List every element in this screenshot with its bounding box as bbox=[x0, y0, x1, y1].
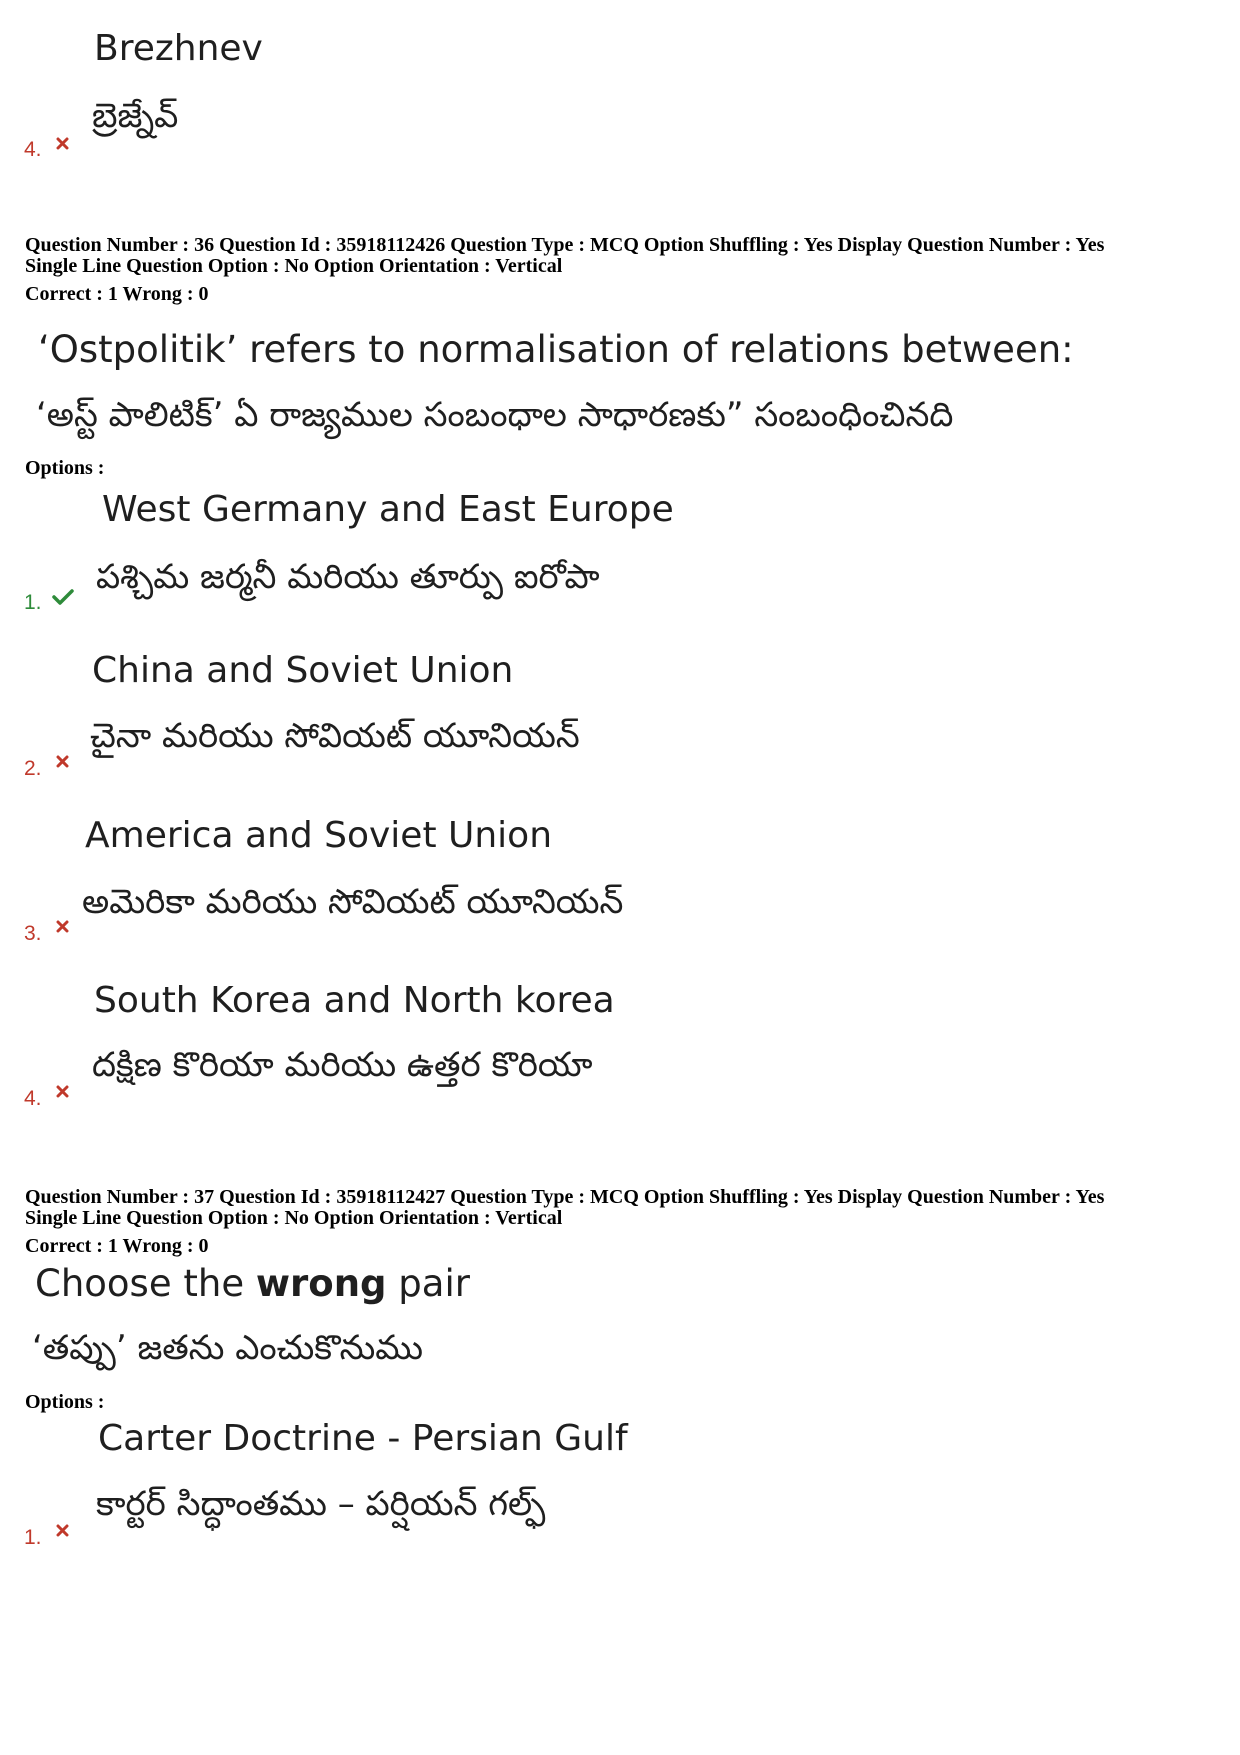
question-text-te: ‘అస్ట్ పాలిటిక్’ ఏ రాజ్యముల సంబంధాల సాధారణకు” సంబంధించినది bbox=[36, 395, 954, 435]
options-label: Options : bbox=[25, 457, 105, 479]
option-text-te: పశ్చిమ జర్మనీ మరియు తూర్పు ఐరోపా bbox=[96, 557, 600, 597]
wrong-cross-icon bbox=[56, 920, 69, 933]
question-text-en bbox=[35, 1262, 470, 1305]
options-label: Options : bbox=[25, 1391, 105, 1413]
question-text-en-emphasis: wrong bbox=[255, 1262, 387, 1305]
option-text-te: బ్రెజ్నేవ్ bbox=[92, 96, 179, 136]
option-text-en: America and Soviet Union bbox=[85, 815, 553, 856]
option-text-te: దక్షిణ కొరియా మరియు ఉత్తర కొరియా bbox=[92, 1045, 593, 1085]
correct-check-icon bbox=[52, 588, 74, 606]
option-number: 1. bbox=[24, 1526, 42, 1549]
wrong-cross-icon bbox=[56, 755, 69, 768]
option-text-en: China and Soviet Union bbox=[92, 650, 514, 691]
question-text-te: ‘తప్పు’ జతను ఎంచుకొనుము bbox=[32, 1328, 423, 1368]
question-meta-line: Question Number : 37 Question Id : 35918112427 Question Type : MCQ Option Shuffling : Yes Display Question Number : Yes bbox=[25, 1186, 1105, 1208]
question-text-en: ‘Ostpolitik’ refers to normalisation of relations between: bbox=[38, 328, 1074, 371]
marking-scheme: Correct : 1 Wrong : 0 bbox=[25, 1235, 209, 1257]
option-number: 2. bbox=[24, 757, 42, 780]
option-text-en: Carter Doctrine - Persian Gulf bbox=[98, 1418, 628, 1459]
question-meta-line: Question Number : 36 Question Id : 35918112426 Question Type : MCQ Option Shuffling : Yes Display Question Number : Yes bbox=[25, 234, 1105, 256]
option-number: 3. bbox=[24, 922, 42, 945]
wrong-cross-icon bbox=[56, 137, 69, 150]
option-number: 4. bbox=[24, 1087, 42, 1110]
wrong-cross-icon bbox=[56, 1085, 69, 1098]
question-text-en-part: Choose the bbox=[35, 1262, 256, 1305]
option-text-en: Brezhnev bbox=[94, 28, 263, 69]
option-number: 4. bbox=[24, 138, 42, 161]
option-number: 1. bbox=[24, 591, 42, 614]
option-text-en: South Korea and North korea bbox=[94, 980, 615, 1021]
question-meta-line: Single Line Question Option : No Option Orientation : Vertical bbox=[25, 1207, 563, 1229]
marking-scheme: Correct : 1 Wrong : 0 bbox=[25, 283, 209, 305]
question-meta-line: Single Line Question Option : No Option Orientation : Vertical bbox=[25, 255, 563, 277]
question-text-en-part: pair bbox=[386, 1262, 470, 1305]
option-text-te: అమెరికా మరియు సోవియట్ యూనియన్ bbox=[82, 882, 624, 922]
option-text-te: కార్టర్ సిద్ధాంతము – పర్షియన్ గల్ఫ్ bbox=[96, 1484, 546, 1524]
wrong-cross-icon bbox=[56, 1524, 69, 1537]
option-text-en: West Germany and East Europe bbox=[102, 489, 674, 530]
option-text-te: చైనా మరియు సోవియట్ యూనియన్ bbox=[90, 716, 580, 756]
